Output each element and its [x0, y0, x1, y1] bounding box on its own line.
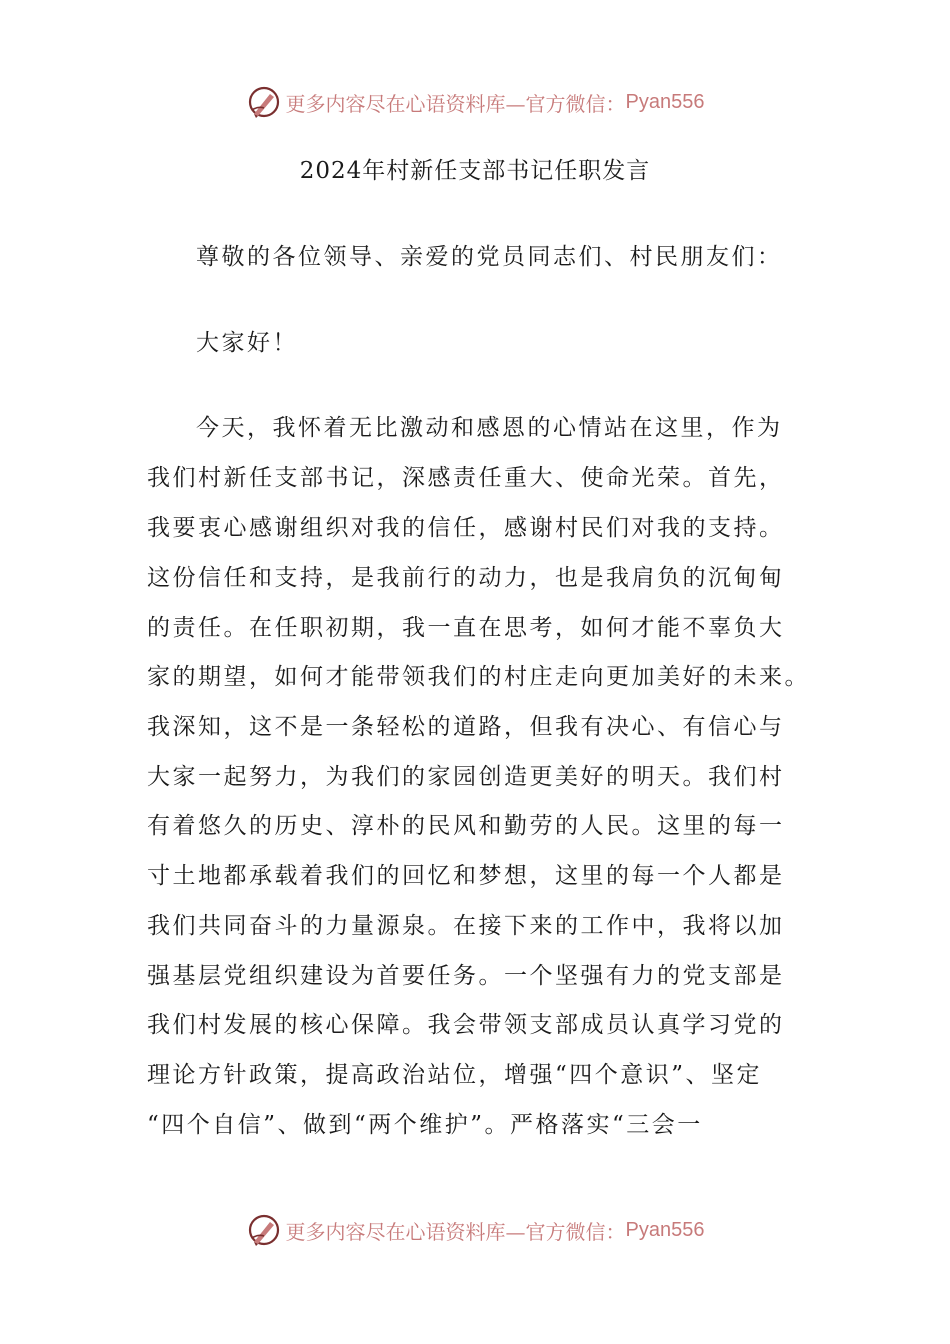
body-line: 我们村新任支部书记，深感责任重大、使命光荣。首先，	[147, 465, 785, 491]
body-line: 家的期望，如何才能带领我们的村庄走向更加美好的未来。	[147, 664, 810, 690]
body-line: “四个自信”、做到“两个维护”。严格落实“三会一	[147, 1112, 703, 1138]
body-line: 这份信任和支持，是我前行的动力，也是我肩负的沉甸甸	[147, 565, 785, 591]
banner-text: 更多内容尽在心语资料库—官方微信：	[285, 1219, 626, 1244]
body-line: 大家一起努力，为我们的家园创造更美好的明天。我们村	[147, 764, 785, 790]
banner-wechat-id: Pyan556	[625, 1218, 705, 1241]
body-line: 我们共同奋斗的力量源泉。在接下来的工作中，我将以加	[147, 913, 785, 939]
salutation: 尊敬的各位领导、亲爱的党员同志们、村民朋友们：	[196, 244, 783, 270]
banner-wechat-id: Pyan556	[625, 90, 705, 113]
body-line: 理论方针政策，提高政治站位，增强“四个意识”、坚定	[147, 1062, 763, 1088]
document-title: 2024年村新任支部书记任职发言	[299, 158, 651, 184]
body-line: 今天，我怀着无比激动和感恩的心情站在这里，作为	[196, 415, 783, 441]
body-line: 我们村发展的核心保障。我会带领支部成员认真学习党的	[147, 1012, 785, 1038]
body-line: 我要衷心感谢组织对我的信任，感谢村民们对我的支持。	[147, 515, 785, 541]
body-line: 的责任。在任职初期，我一直在思考，如何才能不辜负大	[147, 615, 785, 641]
footer-watermark-banner	[0, 1210, 950, 1250]
body-line: 寸土地都承载着我们的回忆和梦想，这里的每一个人都是	[147, 863, 785, 889]
body-line: 有着悠久的历史、淳朴的民风和勤劳的人民。这里的每一	[147, 813, 785, 839]
banner-text: 更多内容尽在心语资料库—官方微信：	[285, 91, 626, 116]
pen-logo-icon	[246, 84, 282, 120]
greeting: 大家好！	[196, 330, 298, 356]
header-watermark-banner	[0, 82, 950, 122]
body-line: 强基层党组织建设为首要任务。一个坚强有力的党支部是	[147, 963, 785, 989]
body-line: 我深知，这不是一条轻松的道路，但我有决心、有信心与	[147, 714, 785, 740]
pen-logo-icon	[246, 1212, 282, 1248]
